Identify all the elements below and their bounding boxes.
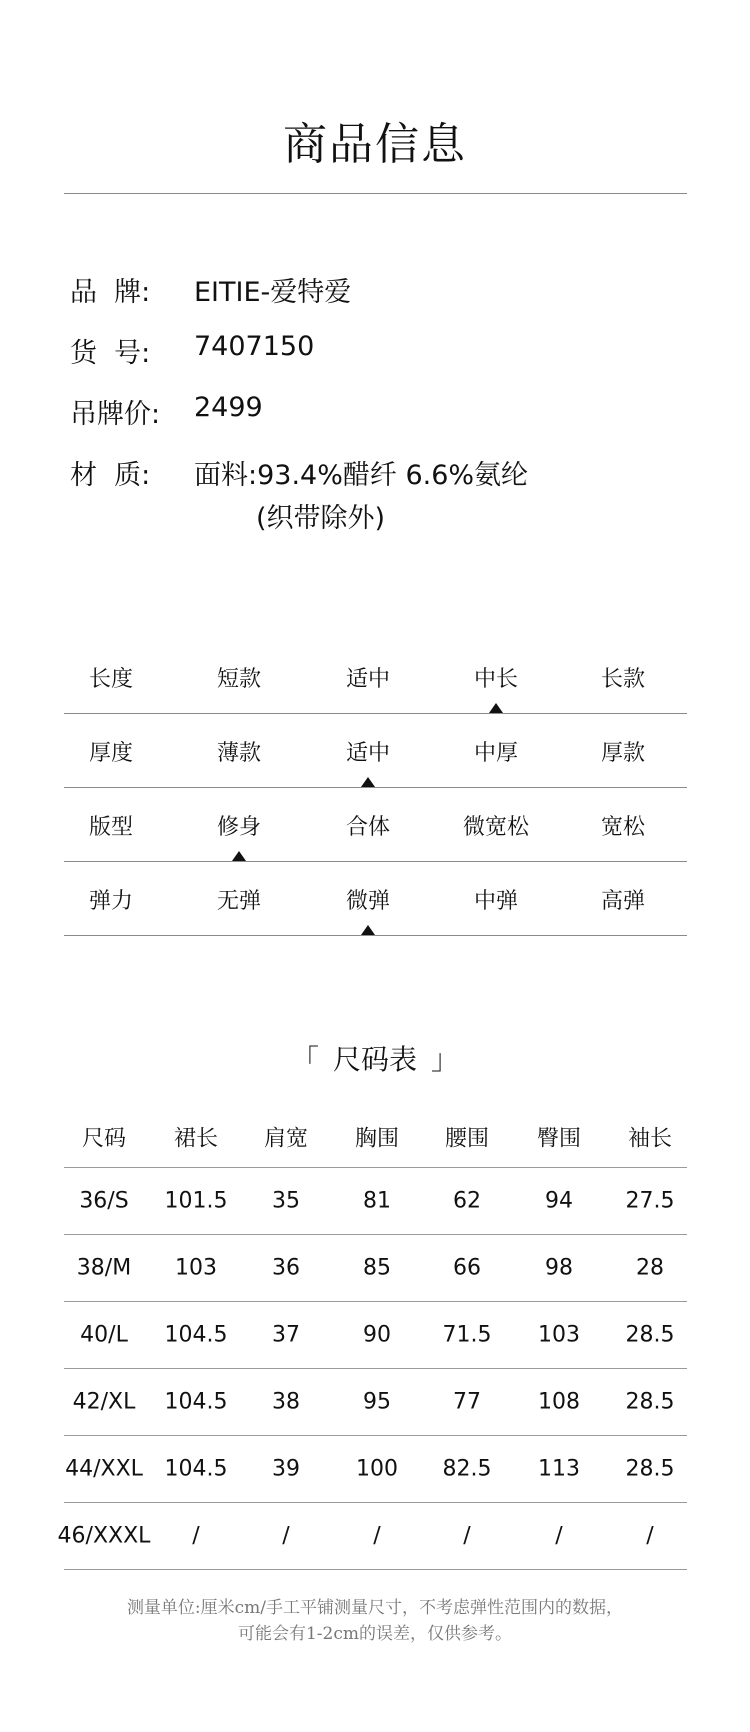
material-row (70, 453, 690, 535)
attribute-option: 中长 (473, 667, 519, 692)
table-cell: 38/M (76, 1255, 132, 1281)
table-cell: 85 (363, 1255, 391, 1281)
table-cell: 27.5 (625, 1188, 675, 1214)
table-cell: / (282, 1523, 290, 1549)
table-header-cell: 臀围 (536, 1126, 582, 1152)
attribute-option: 高弹 (600, 889, 646, 914)
selected-indicator-icon (232, 851, 246, 861)
table-cell: 104.5 (164, 1322, 228, 1348)
table-cell: 100 (356, 1456, 398, 1482)
price-label: 吊牌价: (70, 399, 161, 430)
table-header-cell: 腰围 (444, 1126, 490, 1152)
table-cell: / (463, 1523, 471, 1549)
table-cell: / (646, 1523, 654, 1549)
table-cell: 28.5 (625, 1456, 675, 1482)
table-header-row (64, 1107, 687, 1168)
note-line-2: 可能会有1-2cm的误差，仅供参考。 (237, 1624, 513, 1644)
attribute-row (64, 788, 687, 862)
product-info (70, 270, 690, 535)
table-cell: 103 (538, 1322, 580, 1348)
table-row (64, 1235, 687, 1302)
bracket-open: 「 (290, 1043, 319, 1076)
attribute-option: 适中 (345, 741, 391, 766)
attribute-row (64, 714, 687, 788)
table-cell: 28 (636, 1255, 664, 1281)
table-cell: 39 (272, 1456, 300, 1482)
table-cell: 42/XL (72, 1389, 136, 1415)
table-cell: 108 (538, 1389, 580, 1415)
attribute-option: 中弹 (473, 889, 519, 914)
attribute-option: 宽松 (600, 815, 646, 840)
table-cell: 38 (272, 1389, 300, 1415)
attribute-option: 微弹 (345, 889, 391, 914)
attribute-option: 合体 (345, 815, 391, 840)
attribute-option: 薄款 (216, 741, 262, 766)
table-cell: 46/XXXL (57, 1523, 151, 1549)
table-cell: 81 (363, 1188, 391, 1214)
table-cell: 82.5 (442, 1456, 492, 1482)
size-chart-title (0, 1038, 750, 1078)
table-row (64, 1436, 687, 1503)
table-cell: 104.5 (164, 1389, 228, 1415)
table-cell: 36 (272, 1255, 300, 1281)
table-cell: 71.5 (442, 1322, 492, 1348)
material-value: 面料:93.4%醋纤 6.6%氨纶 (194, 460, 529, 491)
note-line-1: 测量单位:厘米cm/手工平铺测量尺寸，不考虑弹性范围内的数据， (126, 1598, 624, 1618)
measurement-note (0, 1595, 750, 1647)
table-cell: 98 (545, 1255, 573, 1281)
brand-value: EITIE-爱特爱 (194, 277, 352, 308)
table-header-cell: 胸围 (354, 1126, 400, 1152)
attribute-option: 中厚 (473, 741, 519, 766)
price-value: 2499 (194, 392, 263, 423)
material-value-block (194, 453, 690, 535)
selected-indicator-icon (361, 777, 375, 787)
table-cell: 28.5 (625, 1389, 675, 1415)
attribute-option: 长款 (600, 667, 646, 692)
attribute-name: 版型 (88, 815, 134, 840)
table-cell: 103 (175, 1255, 217, 1281)
table-cell: 77 (453, 1389, 481, 1415)
table-row (64, 1302, 687, 1369)
attribute-name: 厚度 (88, 741, 134, 766)
attribute-name: 长度 (88, 667, 134, 692)
table-cell: 40/L (80, 1322, 128, 1348)
brand-label: 品 牌: (70, 277, 151, 308)
table-header-cell: 尺码 (81, 1126, 127, 1152)
attribute-option: 适中 (345, 667, 391, 692)
attribute-name: 弹力 (88, 889, 134, 914)
bracket-close: 」 (431, 1043, 460, 1076)
material-note: (织带除外) (256, 503, 386, 534)
price-row (70, 392, 690, 453)
sku-value: 7407150 (194, 331, 315, 362)
attribute-option: 无弹 (216, 889, 262, 914)
table-cell: 104.5 (164, 1456, 228, 1482)
table-cell: 37 (272, 1322, 300, 1348)
table-cell: 35 (272, 1188, 300, 1214)
size-chart-title-text: 尺码表 (332, 1043, 417, 1076)
page-title: 商品信息 (283, 119, 467, 170)
table-row (64, 1369, 687, 1436)
attribute-row (64, 862, 687, 936)
table-cell: 94 (545, 1188, 573, 1214)
table-cell: / (192, 1523, 200, 1549)
attribute-row (64, 640, 687, 714)
sku-row (70, 331, 690, 392)
size-chart-table (57, 1107, 687, 1570)
table-header-cell: 袖长 (627, 1126, 673, 1152)
table-cell: 90 (363, 1322, 391, 1348)
selected-indicator-icon (361, 925, 375, 935)
table-cell: 113 (538, 1456, 580, 1482)
table-cell: 44/XXL (65, 1456, 143, 1482)
table-header-cell: 肩宽 (263, 1126, 309, 1152)
selected-indicator-icon (489, 703, 503, 713)
table-cell: / (373, 1523, 381, 1549)
material-label: 材 质: (70, 460, 151, 491)
brand-row (70, 270, 690, 331)
table-cell: 36/S (79, 1188, 129, 1214)
attribute-option: 短款 (216, 667, 262, 692)
table-cell: 62 (453, 1188, 481, 1214)
table-row (57, 1503, 687, 1570)
attribute-option: 修身 (216, 815, 262, 840)
attribute-option: 微宽松 (462, 815, 530, 840)
table-row (64, 1168, 687, 1235)
title-divider (64, 193, 687, 194)
table-cell: 66 (453, 1255, 481, 1281)
table-cell: / (555, 1523, 563, 1549)
table-cell: 101.5 (164, 1188, 228, 1214)
table-header-cell: 裙长 (173, 1126, 219, 1152)
table-cell: 95 (363, 1389, 391, 1415)
attribute-option: 厚款 (600, 741, 646, 766)
sku-label: 货 号: (70, 338, 151, 369)
attribute-scale-table (64, 640, 687, 936)
table-cell: 28.5 (625, 1322, 675, 1348)
